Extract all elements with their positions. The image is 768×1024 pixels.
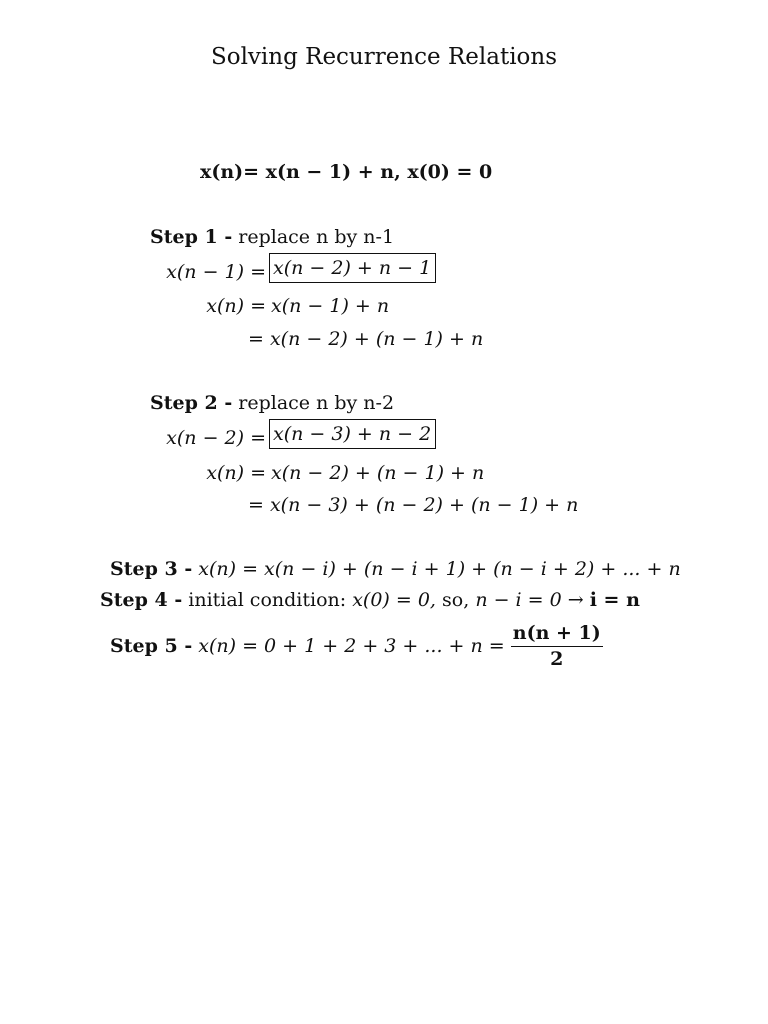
recurrence-equation: x(n)= x(n − 1) + n, x(0) = 0 (200, 161, 493, 183)
step4-condition: x(0) = 0, (352, 589, 436, 611)
step1-boxed-expression: x(n − 2) + n − 1 (269, 253, 436, 283)
page-title: Solving Recurrence Relations (210, 44, 558, 70)
step5-label: Step 5 - (110, 635, 193, 657)
step1-line2-rhs: x(n − 1) + n (271, 295, 390, 317)
step5-line (110, 624, 603, 669)
step1-line3: = x(n − 2) + (n − 1) + n (248, 328, 484, 350)
step4-text: initial condition: (188, 589, 347, 611)
step1-line1-lhs: x(n − 1) = (166, 261, 266, 283)
step4-line (100, 591, 640, 610)
step2-label: Step 2 - (150, 392, 233, 414)
step2-description: replace n by n-2 (238, 392, 395, 414)
step2-line3: = x(n − 3) + (n − 2) + (n − 1) + n (248, 494, 579, 516)
step4-label: Step 4 - (100, 589, 183, 611)
step1-label: Step 1 - (150, 226, 233, 248)
step4-expression: n − i = 0 → (475, 589, 584, 611)
step1-description: replace n by n-1 (238, 226, 395, 248)
step2-line1-lhs: x(n − 2) = (166, 427, 266, 449)
step1-line2-lhs: x(n) = (206, 295, 266, 317)
step1-header (150, 228, 394, 247)
step5-numerator: n(n + 1) (511, 624, 603, 647)
step3-line (110, 560, 681, 579)
step2-header (150, 394, 394, 413)
step5-expression: x(n) = 0 + 1 + 2 + 3 + ... + n = (198, 635, 505, 657)
step4-result: i = n (589, 589, 640, 611)
step5-denominator: 2 (550, 648, 564, 670)
step2-line2-lhs: x(n) = (206, 462, 266, 484)
step1-boxed-substitution (269, 259, 436, 278)
step2-line2-rhs: x(n − 2) + (n − 1) + n (271, 462, 485, 484)
step3-label: Step 3 - (110, 558, 193, 580)
step2-boxed-expression: x(n − 3) + n − 2 (269, 419, 436, 449)
step5-fraction (511, 624, 603, 669)
step3-expression: x(n) = x(n − i) + (n − i + 1) + (n − i + 2) + ... + n (198, 558, 681, 580)
step4-so: so, (442, 589, 470, 611)
step2-boxed-substitution (269, 425, 436, 444)
